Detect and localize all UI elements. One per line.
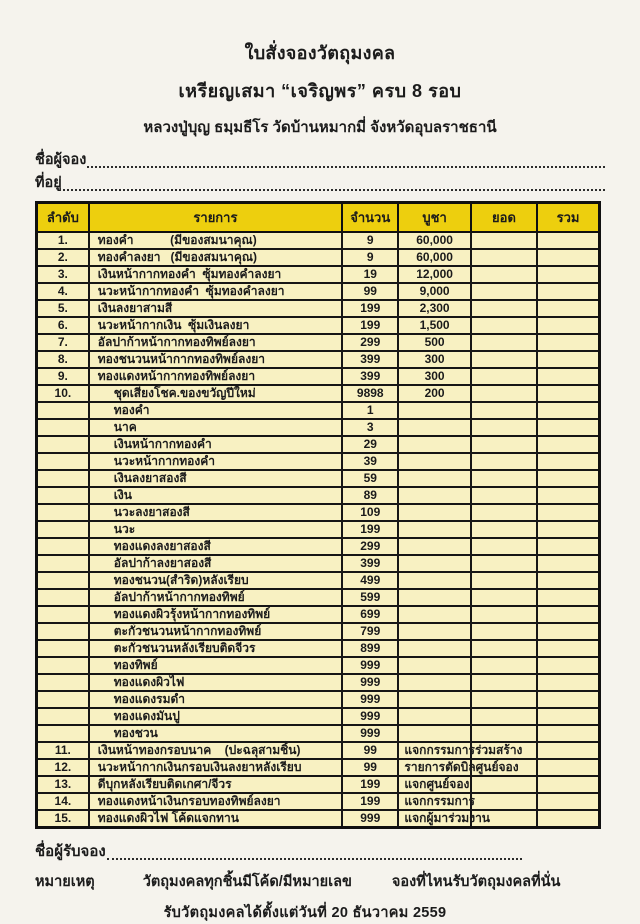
address-fill-line — [63, 189, 605, 191]
cell-no: 2. — [37, 249, 89, 266]
header-cell-item: รายการ — [89, 203, 342, 233]
cell-no: 4. — [37, 283, 89, 300]
cell-yod — [471, 470, 537, 487]
cell-item: นวะหน้ากากทองคำ ซุ้มทองคำลงยา — [89, 283, 342, 300]
cell-total — [537, 419, 599, 436]
orderer-name-fill-line — [87, 166, 605, 168]
cell-no — [37, 572, 89, 589]
cell-qty: 999 — [342, 708, 398, 725]
cell-item: ทองแดงหน้าเงินกรอบทองทิพย์ลงยา — [89, 793, 342, 810]
cell-total — [537, 606, 599, 623]
cell-yod — [471, 351, 537, 368]
cell-qty: 9898 — [342, 385, 398, 402]
cell-total — [537, 351, 599, 368]
cell-no — [37, 640, 89, 657]
table-row — [37, 453, 600, 470]
cell-item: ทองชนวนหน้ากากทองทิพย์ลงยา — [89, 351, 342, 368]
cell-price — [398, 436, 470, 453]
cell-price — [398, 623, 470, 640]
cell-no — [37, 674, 89, 691]
table-row — [37, 232, 600, 249]
cell-total — [537, 793, 599, 810]
cell-yod — [471, 623, 537, 640]
cell-qty: 3 — [342, 419, 398, 436]
cell-total — [537, 283, 599, 300]
cell-price: 9,000 — [398, 283, 470, 300]
cell-total — [537, 249, 599, 266]
cell-no: 1. — [37, 232, 89, 249]
cell-total — [537, 810, 599, 828]
cell-yod — [471, 436, 537, 453]
cell-yod — [471, 776, 537, 793]
pickup-date-line: รับวัตถุมงคลได้ตั้งแต่วันที่ 20 ธันวาคม 2559 — [163, 905, 447, 921]
cell-price — [398, 657, 470, 674]
cell-total — [537, 538, 599, 555]
cell-yod — [471, 640, 537, 657]
cell-price-note: แจกศูนย์จอง — [398, 776, 470, 793]
header-cell-no: ลำดับ — [37, 203, 89, 233]
cell-price-note: แจกกรรมการร่วมสร้าง — [398, 742, 470, 759]
cell-price: 2,300 — [398, 300, 470, 317]
cell-no — [37, 402, 89, 419]
cell-item: ทองคำ (มีของสมนาคุณ) — [89, 232, 342, 249]
table-row — [37, 640, 600, 657]
cell-price — [398, 640, 470, 657]
cell-qty: 199 — [342, 776, 398, 793]
cell-yod — [471, 385, 537, 402]
table-row — [37, 657, 600, 674]
table-row — [37, 572, 600, 589]
cell-item: ทองแดงหน้ากากทองทิพย์ลงยา — [89, 368, 342, 385]
cell-no: 11. — [37, 742, 89, 759]
cell-qty: 999 — [342, 691, 398, 708]
cell-qty: 599 — [342, 589, 398, 606]
table-row — [37, 674, 600, 691]
cell-no: 15. — [37, 810, 89, 828]
cell-item: อัลปาก้าลงยาสองสี — [89, 555, 342, 572]
cell-no — [37, 538, 89, 555]
cell-total — [537, 402, 599, 419]
cell-no — [37, 453, 89, 470]
cell-total — [537, 572, 599, 589]
cell-price — [398, 521, 470, 538]
page-title: ใบสั่งจองวัตถุมงคล — [244, 43, 396, 63]
cell-item: นวะหน้ากากเงินกรอบเงินลงยาหลังเรียบ — [89, 759, 342, 776]
cell-no — [37, 708, 89, 725]
cell-price: 300 — [398, 351, 470, 368]
cell-no — [37, 521, 89, 538]
cell-yod — [471, 283, 537, 300]
cell-item: เงินลงยาสามสี — [89, 300, 342, 317]
cell-total — [537, 589, 599, 606]
cell-yod — [471, 725, 537, 742]
cell-total — [537, 725, 599, 742]
cell-qty: 99 — [342, 742, 398, 759]
cell-item: นวะลงยาสองสี — [89, 504, 342, 521]
cell-price — [398, 606, 470, 623]
table-row — [37, 623, 600, 640]
cell-yod — [471, 317, 537, 334]
cell-yod — [471, 538, 537, 555]
cell-item: นวะหน้ากากเงิน ซุ้มเงินลงยา — [89, 317, 342, 334]
cell-no — [37, 487, 89, 504]
table-row — [37, 708, 600, 725]
cell-item: เงินหน้ากากทองคำ — [89, 436, 342, 453]
remark-label: หมายเหตุ — [35, 874, 95, 890]
table-row — [37, 555, 600, 572]
cell-yod — [471, 708, 537, 725]
cell-qty: 399 — [342, 555, 398, 572]
table-row — [37, 810, 600, 828]
table-row — [37, 776, 600, 793]
cell-qty: 999 — [342, 810, 398, 828]
cell-no: 10. — [37, 385, 89, 402]
cell-price — [398, 470, 470, 487]
cell-qty: 999 — [342, 725, 398, 742]
order-table-body — [37, 232, 600, 828]
cell-total — [537, 487, 599, 504]
cell-qty: 199 — [342, 300, 398, 317]
cell-yod — [471, 453, 537, 470]
table-row — [37, 487, 600, 504]
remark-row — [35, 870, 605, 893]
cell-total — [537, 317, 599, 334]
cell-price: 200 — [398, 385, 470, 402]
cell-qty: 199 — [342, 521, 398, 538]
cell-qty: 89 — [342, 487, 398, 504]
cell-price: 500 — [398, 334, 470, 351]
receiver-name-label: ชื่อผู้รับจอง — [35, 843, 106, 860]
table-row — [37, 521, 600, 538]
table-row — [37, 504, 600, 521]
cell-no: 6. — [37, 317, 89, 334]
table-row — [37, 725, 600, 742]
cell-no — [37, 589, 89, 606]
cell-qty: 899 — [342, 640, 398, 657]
cell-yod — [471, 419, 537, 436]
orderer-name-row — [35, 148, 605, 171]
cell-total — [537, 776, 599, 793]
header-cell-total: รวม — [537, 203, 599, 233]
cell-total — [537, 742, 599, 759]
cell-item: ตะกั่วชนวนหลังเรียบติดจีวร — [89, 640, 342, 657]
cell-yod — [471, 232, 537, 249]
cell-item: เงินหน้ากากทองคำ ซุ้มทองคำลงยา — [89, 266, 342, 283]
table-row — [37, 385, 600, 402]
table-row — [37, 402, 600, 419]
table-row — [37, 351, 600, 368]
cell-total — [537, 232, 599, 249]
cell-item: ทองทิพย์ — [89, 657, 342, 674]
cell-total — [537, 708, 599, 725]
cell-total — [537, 385, 599, 402]
cell-total — [537, 555, 599, 572]
cell-yod — [471, 504, 537, 521]
cell-no — [37, 606, 89, 623]
cell-no — [37, 657, 89, 674]
receiver-name-fill-line — [107, 858, 522, 860]
cell-price — [398, 487, 470, 504]
address-label: ที่อยู่ — [35, 175, 62, 191]
cell-no — [37, 691, 89, 708]
cell-price — [398, 538, 470, 555]
cell-price: 1,500 — [398, 317, 470, 334]
cell-qty: 1 — [342, 402, 398, 419]
cell-item: เงินหน้าทองกรอบนาค (ปะฉลุสามชิ้น) — [89, 742, 342, 759]
cell-no: 8. — [37, 351, 89, 368]
cell-yod — [471, 368, 537, 385]
cell-total — [537, 521, 599, 538]
cell-qty: 299 — [342, 538, 398, 555]
cell-qty: 999 — [342, 657, 398, 674]
cell-qty: 199 — [342, 793, 398, 810]
cell-total — [537, 470, 599, 487]
cell-yod — [471, 793, 537, 810]
receiver-name-row — [35, 840, 522, 863]
cell-yod — [471, 487, 537, 504]
cell-no: 7. — [37, 334, 89, 351]
cell-price — [398, 589, 470, 606]
remark-text-code: วัตถุมงคลทุกชิ้นมีโค้ด/มีหมายเลข — [142, 874, 352, 890]
cell-yod — [471, 572, 537, 589]
cell-yod — [471, 691, 537, 708]
cell-no: 5. — [37, 300, 89, 317]
address-row — [35, 171, 605, 194]
table-row — [37, 538, 600, 555]
cell-total — [537, 436, 599, 453]
cell-total — [537, 368, 599, 385]
table-row — [37, 419, 600, 436]
cell-total — [537, 453, 599, 470]
cell-price — [398, 674, 470, 691]
cell-total — [537, 691, 599, 708]
cell-no — [37, 725, 89, 742]
remark-text-pickup-place: จองที่ไหนรับวัตถุมงคลที่นั่น — [391, 874, 561, 890]
cell-no: 12. — [37, 759, 89, 776]
cell-price — [398, 691, 470, 708]
table-row — [37, 436, 600, 453]
table-row — [37, 759, 600, 776]
table-row — [37, 691, 600, 708]
table-header-row — [37, 203, 600, 233]
cell-item: นวะ — [89, 521, 342, 538]
cell-total — [537, 623, 599, 640]
table-row — [37, 742, 600, 759]
cell-qty: 9 — [342, 232, 398, 249]
cell-total — [537, 266, 599, 283]
cell-qty: 699 — [342, 606, 398, 623]
cell-price: 60,000 — [398, 249, 470, 266]
cell-qty: 999 — [342, 674, 398, 691]
cell-item: ทองแดงรมดำ — [89, 691, 342, 708]
cell-qty: 59 — [342, 470, 398, 487]
cell-qty: 39 — [342, 453, 398, 470]
cell-item: นวะหน้ากากทองคำ — [89, 453, 342, 470]
cell-price — [398, 708, 470, 725]
cell-item: ทองชนวน(สำริด)หลังเรียบ — [89, 572, 342, 589]
table-row — [37, 470, 600, 487]
cell-yod — [471, 249, 537, 266]
cell-price — [398, 725, 470, 742]
cell-item: ทองคำลงยา (มีของสมนาคุณ) — [89, 249, 342, 266]
orderer-name-label: ชื่อผู้จอง — [35, 152, 87, 168]
cell-no — [37, 470, 89, 487]
cell-no — [37, 555, 89, 572]
subtitle-coin-name: เหรียญเสมา “เจริญพร” ครบ 8 รอบ — [178, 81, 462, 101]
header-cell-yod: ยอด — [471, 203, 537, 233]
cell-yod — [471, 555, 537, 572]
cell-item: ทองแดงผิวไฟ โค้ดแจกทาน — [89, 810, 342, 828]
cell-total — [537, 504, 599, 521]
cell-yod — [471, 674, 537, 691]
cell-price — [398, 419, 470, 436]
cell-price — [398, 572, 470, 589]
cell-no: 13. — [37, 776, 89, 793]
cell-qty: 19 — [342, 266, 398, 283]
cell-price — [398, 453, 470, 470]
cell-qty: 799 — [342, 623, 398, 640]
cell-item: ทองแดงผิวไฟ — [89, 674, 342, 691]
cell-yod — [471, 334, 537, 351]
cell-item: เงิน — [89, 487, 342, 504]
cell-yod — [471, 657, 537, 674]
subtitle-temple: หลวงปู่บุญ ธมฺมธีโร วัดบ้านหมากมี่ จังหวัดอุบลราชธานี — [143, 119, 497, 136]
table-row — [37, 266, 600, 283]
cell-no: 14. — [37, 793, 89, 810]
cell-qty: 299 — [342, 334, 398, 351]
cell-total — [537, 334, 599, 351]
cell-item: เงินลงยาสองสี — [89, 470, 342, 487]
cell-price — [398, 504, 470, 521]
cell-yod — [471, 266, 537, 283]
order-table — [35, 201, 601, 829]
table-row — [37, 589, 600, 606]
cell-item: นาค — [89, 419, 342, 436]
cell-total — [537, 640, 599, 657]
cell-price-note: รายการตัดบิลศูนย์จอง — [398, 759, 470, 776]
cell-qty: 399 — [342, 368, 398, 385]
cell-total — [537, 759, 599, 776]
cell-yod — [471, 606, 537, 623]
cell-item: ดีบุกหลังเรียบติดเกศา/จีวร — [89, 776, 342, 793]
cell-item: ทองแดงมันปู — [89, 708, 342, 725]
cell-price: 12,000 — [398, 266, 470, 283]
cell-qty: 399 — [342, 351, 398, 368]
cell-price — [398, 402, 470, 419]
cell-no — [37, 436, 89, 453]
cell-item: ทองแดงผิวรุ้งหน้ากากทองทิพย์ — [89, 606, 342, 623]
cell-price — [398, 555, 470, 572]
cell-item: ตะกั่วชนวนหน้ากากทองทิพย์ — [89, 623, 342, 640]
header-cell-qty: จำนวน — [342, 203, 398, 233]
cell-item: ทองชวน — [89, 725, 342, 742]
table-row — [37, 368, 600, 385]
cell-no — [37, 504, 89, 521]
cell-yod — [471, 521, 537, 538]
table-row — [37, 793, 600, 810]
table-row — [37, 283, 600, 300]
cell-price: 60,000 — [398, 232, 470, 249]
cell-item: ทองคำ — [89, 402, 342, 419]
cell-qty: 99 — [342, 759, 398, 776]
table-row — [37, 249, 600, 266]
cell-price-note: แจกผู้มาร่วมงาน — [398, 810, 470, 828]
cell-no — [37, 623, 89, 640]
table-row — [37, 334, 600, 351]
cell-item: อัลปาก้าหน้ากากทองทิพย์ — [89, 589, 342, 606]
cell-price: 300 — [398, 368, 470, 385]
cell-no — [37, 419, 89, 436]
cell-price-note: แจกกรรมการ — [398, 793, 470, 810]
header-cell-price: บูชา — [398, 203, 470, 233]
cell-qty: 99 — [342, 283, 398, 300]
cell-qty: 199 — [342, 317, 398, 334]
cell-yod — [471, 402, 537, 419]
cell-yod — [471, 589, 537, 606]
cell-no: 9. — [37, 368, 89, 385]
cell-item: ชุดเสี่ยงโชค.ของขวัญปีใหม่ — [89, 385, 342, 402]
cell-total — [537, 674, 599, 691]
cell-qty: 499 — [342, 572, 398, 589]
table-row — [37, 606, 600, 623]
table-row — [37, 317, 600, 334]
cell-item: ทองแดงลงยาสองสี — [89, 538, 342, 555]
document-header — [35, 38, 605, 139]
cell-qty: 9 — [342, 249, 398, 266]
cell-no: 3. — [37, 266, 89, 283]
cell-qty: 109 — [342, 504, 398, 521]
table-row — [37, 300, 600, 317]
cell-total — [537, 300, 599, 317]
cell-item: อัลปาก้าหน้ากากทองทิพย์ลงยา — [89, 334, 342, 351]
cell-qty: 29 — [342, 436, 398, 453]
cell-total — [537, 657, 599, 674]
cell-yod — [471, 300, 537, 317]
